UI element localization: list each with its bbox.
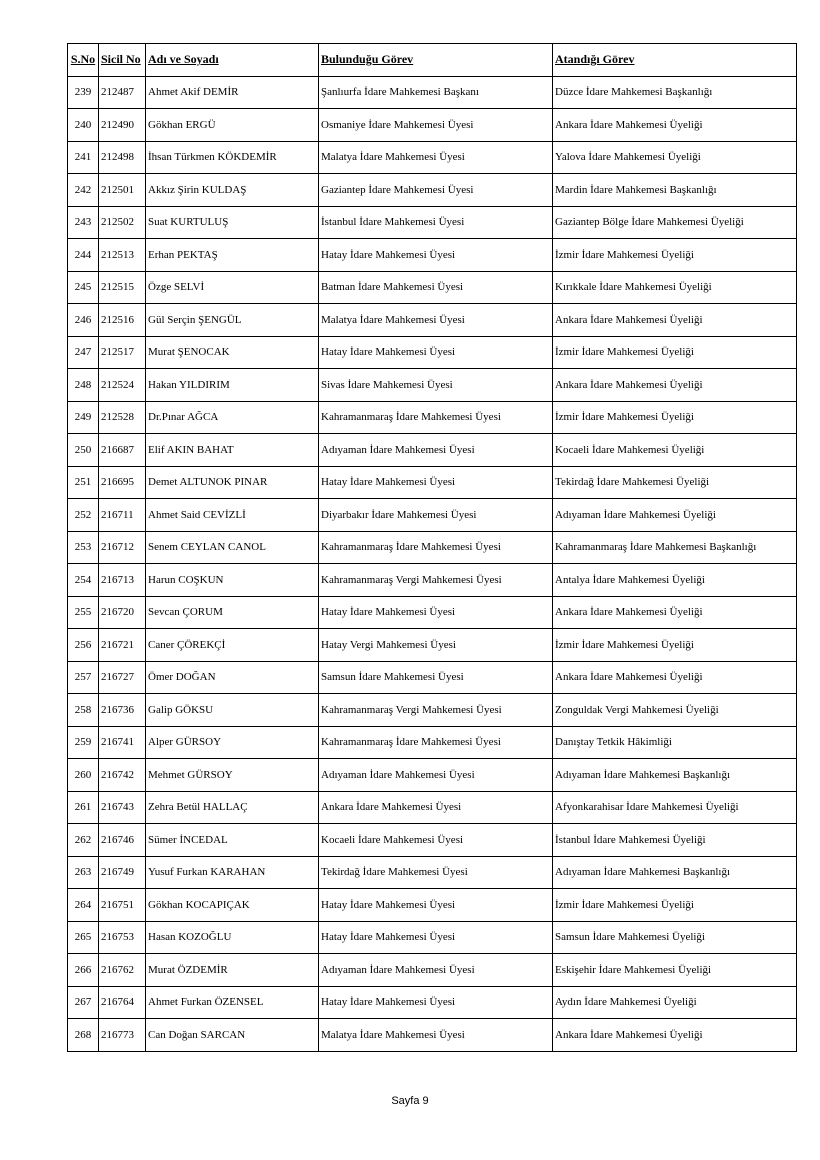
cell-sicil-no: 216736	[99, 694, 146, 727]
table-row	[68, 661, 797, 694]
cell-current-position: Kahramanmaraş İdare Mahkemesi Üyesi	[319, 401, 553, 434]
cell-assigned-position: Aydın İdare Mahkemesi Üyeliği	[553, 986, 797, 1019]
cell-name: Gökhan ERGÜ	[146, 109, 319, 142]
cell-sicil-no: 212517	[99, 336, 146, 369]
header-current-position: Bulunduğu Görev	[319, 44, 553, 77]
table-row	[68, 759, 797, 792]
cell-sno: 246	[68, 304, 99, 337]
cell-assigned-position: Tekirdağ İdare Mahkemesi Üyeliği	[553, 466, 797, 499]
cell-sicil-no: 216749	[99, 856, 146, 889]
cell-sicil-no: 216720	[99, 596, 146, 629]
cell-sicil-no: 216695	[99, 466, 146, 499]
table-row	[68, 499, 797, 532]
cell-name: Erhan PEKTAŞ	[146, 239, 319, 272]
table-row	[68, 141, 797, 174]
cell-assigned-position: İzmir İdare Mahkemesi Üyeliği	[553, 401, 797, 434]
cell-name: Dr.Pınar AĞCA	[146, 401, 319, 434]
cell-sno: 265	[68, 921, 99, 954]
table-row	[68, 304, 797, 337]
table-row	[68, 856, 797, 889]
cell-assigned-position: Ankara İdare Mahkemesi Üyeliği	[553, 661, 797, 694]
cell-current-position: Samsun İdare Mahkemesi Üyesi	[319, 661, 553, 694]
cell-name: Sevcan ÇORUM	[146, 596, 319, 629]
cell-sicil-no: 216743	[99, 791, 146, 824]
table-row	[68, 174, 797, 207]
cell-sno: 241	[68, 141, 99, 174]
cell-current-position: Kahramanmaraş İdare Mahkemesi Üyesi	[319, 531, 553, 564]
cell-name: Ahmet Said CEVİZLİ	[146, 499, 319, 532]
table-row	[68, 239, 797, 272]
cell-sno: 245	[68, 271, 99, 304]
table-row	[68, 694, 797, 727]
cell-assigned-position: Danıştay Tetkik Hâkimliği	[553, 726, 797, 759]
cell-current-position: Kahramanmaraş Vergi Mahkemesi Üyesi	[319, 564, 553, 597]
cell-current-position: Malatya İdare Mahkemesi Üyesi	[319, 1019, 553, 1052]
cell-current-position: Hatay İdare Mahkemesi Üyesi	[319, 466, 553, 499]
cell-sno: 254	[68, 564, 99, 597]
cell-current-position: Hatay Vergi Mahkemesi Üyesi	[319, 629, 553, 662]
table-row	[68, 206, 797, 239]
table-row	[68, 889, 797, 922]
cell-sicil-no: 212498	[99, 141, 146, 174]
cell-current-position: Hatay İdare Mahkemesi Üyesi	[319, 336, 553, 369]
cell-assigned-position: İstanbul İdare Mahkemesi Üyeliği	[553, 824, 797, 857]
cell-assigned-position: Kocaeli İdare Mahkemesi Üyeliği	[553, 434, 797, 467]
cell-current-position: Diyarbakır İdare Mahkemesi Üyesi	[319, 499, 553, 532]
cell-assigned-position: Eskişehir İdare Mahkemesi Üyeliği	[553, 954, 797, 987]
cell-sicil-no: 216713	[99, 564, 146, 597]
cell-sicil-no: 216727	[99, 661, 146, 694]
cell-name: Ahmet Akif DEMİR	[146, 76, 319, 109]
cell-sicil-no: 216741	[99, 726, 146, 759]
cell-assigned-position: Ankara İdare Mahkemesi Üyeliği	[553, 304, 797, 337]
cell-current-position: Gaziantep İdare Mahkemesi Üyesi	[319, 174, 553, 207]
cell-assigned-position: Adıyaman İdare Mahkemesi Üyeliği	[553, 499, 797, 532]
cell-assigned-position: Adıyaman İdare Mahkemesi Başkanlığı	[553, 856, 797, 889]
cell-sno: 263	[68, 856, 99, 889]
cell-assigned-position: İzmir İdare Mahkemesi Üyeliği	[553, 239, 797, 272]
cell-sno: 259	[68, 726, 99, 759]
cell-current-position: Hatay İdare Mahkemesi Üyesi	[319, 239, 553, 272]
page-number: Sayfa 9	[391, 1095, 429, 1107]
cell-current-position: Hatay İdare Mahkemesi Üyesi	[319, 921, 553, 954]
cell-sicil-no: 212501	[99, 174, 146, 207]
cell-sno: 243	[68, 206, 99, 239]
cell-sno: 268	[68, 1019, 99, 1052]
table-row	[68, 564, 797, 597]
cell-assigned-position: Yalova İdare Mahkemesi Üyeliği	[553, 141, 797, 174]
cell-sno: 262	[68, 824, 99, 857]
cell-sno: 256	[68, 629, 99, 662]
cell-name: Akkız Şirin KULDAŞ	[146, 174, 319, 207]
cell-current-position: Adıyaman İdare Mahkemesi Üyesi	[319, 759, 553, 792]
cell-sno: 242	[68, 174, 99, 207]
cell-sicil-no: 212490	[99, 109, 146, 142]
cell-name: Caner ÇÖREKÇİ	[146, 629, 319, 662]
cell-assigned-position: Gaziantep Bölge İdare Mahkemesi Üyeliği	[553, 206, 797, 239]
table-body	[68, 76, 797, 1051]
cell-sno: 252	[68, 499, 99, 532]
cell-name: Harun COŞKUN	[146, 564, 319, 597]
cell-current-position: İstanbul İdare Mahkemesi Üyesi	[319, 206, 553, 239]
cell-sicil-no: 216711	[99, 499, 146, 532]
cell-name: Demet ALTUNOK PINAR	[146, 466, 319, 499]
table-row	[68, 466, 797, 499]
cell-sicil-no: 212524	[99, 369, 146, 402]
cell-sicil-no: 212513	[99, 239, 146, 272]
cell-sicil-no: 212487	[99, 76, 146, 109]
cell-sno: 264	[68, 889, 99, 922]
cell-assigned-position: Antalya İdare Mahkemesi Üyeliği	[553, 564, 797, 597]
cell-current-position: Hatay İdare Mahkemesi Üyesi	[319, 596, 553, 629]
cell-sno: 249	[68, 401, 99, 434]
cell-sno: 258	[68, 694, 99, 727]
cell-name: Murat ŞENOCAK	[146, 336, 319, 369]
cell-sno: 266	[68, 954, 99, 987]
cell-assigned-position: Kahramanmaraş İdare Mahkemesi Başkanlığı	[553, 531, 797, 564]
cell-sicil-no: 216764	[99, 986, 146, 1019]
cell-name: Elif AKIN BAHAT	[146, 434, 319, 467]
cell-current-position: Şanlıurfa İdare Mahkemesi Başkanı	[319, 76, 553, 109]
cell-sno: 260	[68, 759, 99, 792]
cell-sno: 257	[68, 661, 99, 694]
cell-sicil-no: 216751	[99, 889, 146, 922]
cell-name: Senem CEYLAN CANOL	[146, 531, 319, 564]
table-row	[68, 791, 797, 824]
cell-sicil-no: 212516	[99, 304, 146, 337]
cell-name: Hasan KOZOĞLU	[146, 921, 319, 954]
assignment-table-container	[67, 43, 797, 1052]
cell-name: Gökhan KOCAPIÇAK	[146, 889, 319, 922]
cell-name: Galip GÖKSU	[146, 694, 319, 727]
cell-current-position: Osmaniye İdare Mahkemesi Üyesi	[319, 109, 553, 142]
cell-assigned-position: Mardin İdare Mahkemesi Başkanlığı	[553, 174, 797, 207]
cell-assigned-position: Ankara İdare Mahkemesi Üyeliği	[553, 109, 797, 142]
cell-assigned-position: Ankara İdare Mahkemesi Üyeliği	[553, 1019, 797, 1052]
cell-sno: 253	[68, 531, 99, 564]
cell-name: Yusuf Furkan KARAHAN	[146, 856, 319, 889]
table-row	[68, 76, 797, 109]
cell-current-position: Kahramanmaraş Vergi Mahkemesi Üyesi	[319, 694, 553, 727]
table-row	[68, 1019, 797, 1052]
header-sno: S.No	[68, 44, 99, 77]
cell-assigned-position: Ankara İdare Mahkemesi Üyeliği	[553, 369, 797, 402]
cell-name: Ahmet Furkan ÖZENSEL	[146, 986, 319, 1019]
table-row	[68, 531, 797, 564]
cell-assigned-position: Kırıkkale İdare Mahkemesi Üyeliği	[553, 271, 797, 304]
table-header-row	[68, 44, 797, 77]
cell-name: Sümer İNCEDAL	[146, 824, 319, 857]
table-row	[68, 629, 797, 662]
cell-name: Suat KURTULUŞ	[146, 206, 319, 239]
cell-current-position: Hatay İdare Mahkemesi Üyesi	[319, 986, 553, 1019]
cell-assigned-position: Düzce İdare Mahkemesi Başkanlığı	[553, 76, 797, 109]
table-row	[68, 954, 797, 987]
cell-sicil-no: 216712	[99, 531, 146, 564]
cell-name: Alper GÜRSOY	[146, 726, 319, 759]
cell-sicil-no: 216762	[99, 954, 146, 987]
table-row	[68, 369, 797, 402]
cell-current-position: Adıyaman İdare Mahkemesi Üyesi	[319, 954, 553, 987]
cell-current-position: Kahramanmaraş İdare Mahkemesi Üyesi	[319, 726, 553, 759]
cell-name: Murat ÖZDEMİR	[146, 954, 319, 987]
cell-sicil-no: 212502	[99, 206, 146, 239]
header-name: Adı ve Soyadı	[146, 44, 319, 77]
cell-name: Gül Serçin ŞENGÜL	[146, 304, 319, 337]
cell-sno: 244	[68, 239, 99, 272]
cell-sno: 267	[68, 986, 99, 1019]
cell-assigned-position: Afyonkarahisar İdare Mahkemesi Üyeliği	[553, 791, 797, 824]
table-row	[68, 336, 797, 369]
cell-sno: 248	[68, 369, 99, 402]
cell-sicil-no: 216746	[99, 824, 146, 857]
table-row	[68, 596, 797, 629]
cell-assigned-position: İzmir İdare Mahkemesi Üyeliği	[553, 336, 797, 369]
cell-name: Ömer DOĞAN	[146, 661, 319, 694]
cell-assigned-position: İzmir İdare Mahkemesi Üyeliği	[553, 889, 797, 922]
cell-sno: 247	[68, 336, 99, 369]
cell-sno: 255	[68, 596, 99, 629]
cell-current-position: Tekirdağ İdare Mahkemesi Üyesi	[319, 856, 553, 889]
cell-sno: 251	[68, 466, 99, 499]
header-assigned-position: Atandığı Görev	[553, 44, 797, 77]
table-row	[68, 921, 797, 954]
cell-assigned-position: Samsun İdare Mahkemesi Üyeliği	[553, 921, 797, 954]
cell-current-position: Malatya İdare Mahkemesi Üyesi	[319, 141, 553, 174]
cell-sno: 261	[68, 791, 99, 824]
cell-sicil-no: 212515	[99, 271, 146, 304]
cell-assigned-position: İzmir İdare Mahkemesi Üyeliği	[553, 629, 797, 662]
table-row	[68, 824, 797, 857]
cell-current-position: Kocaeli İdare Mahkemesi Üyesi	[319, 824, 553, 857]
cell-sicil-no: 212528	[99, 401, 146, 434]
cell-sicil-no: 216687	[99, 434, 146, 467]
cell-current-position: Sivas İdare Mahkemesi Üyesi	[319, 369, 553, 402]
cell-sicil-no: 216753	[99, 921, 146, 954]
header-sicil-no: Sicil No	[99, 44, 146, 77]
table-row	[68, 271, 797, 304]
cell-current-position: Adıyaman İdare Mahkemesi Üyesi	[319, 434, 553, 467]
table-row	[68, 401, 797, 434]
cell-sno: 250	[68, 434, 99, 467]
cell-name: Özge SELVİ	[146, 271, 319, 304]
cell-sicil-no: 216773	[99, 1019, 146, 1052]
cell-name: Mehmet GÜRSOY	[146, 759, 319, 792]
cell-name: Hakan YILDIRIM	[146, 369, 319, 402]
cell-current-position: Batman İdare Mahkemesi Üyesi	[319, 271, 553, 304]
cell-sno: 240	[68, 109, 99, 142]
cell-name: İhsan Türkmen KÖKDEMİR	[146, 141, 319, 174]
cell-sno: 239	[68, 76, 99, 109]
assignment-table	[67, 43, 797, 1052]
cell-sicil-no: 216721	[99, 629, 146, 662]
cell-current-position: Ankara İdare Mahkemesi Üyesi	[319, 791, 553, 824]
table-row	[68, 726, 797, 759]
cell-assigned-position: Ankara İdare Mahkemesi Üyeliği	[553, 596, 797, 629]
table-row	[68, 434, 797, 467]
table-row	[68, 109, 797, 142]
cell-name: Can Doğan SARCAN	[146, 1019, 319, 1052]
cell-assigned-position: Zonguldak Vergi Mahkemesi Üyeliği	[553, 694, 797, 727]
cell-sicil-no: 216742	[99, 759, 146, 792]
cell-current-position: Hatay İdare Mahkemesi Üyesi	[319, 889, 553, 922]
cell-assigned-position: Adıyaman İdare Mahkemesi Başkanlığı	[553, 759, 797, 792]
table-row	[68, 986, 797, 1019]
cell-current-position: Malatya İdare Mahkemesi Üyesi	[319, 304, 553, 337]
cell-name: Zehra Betül HALLAÇ	[146, 791, 319, 824]
